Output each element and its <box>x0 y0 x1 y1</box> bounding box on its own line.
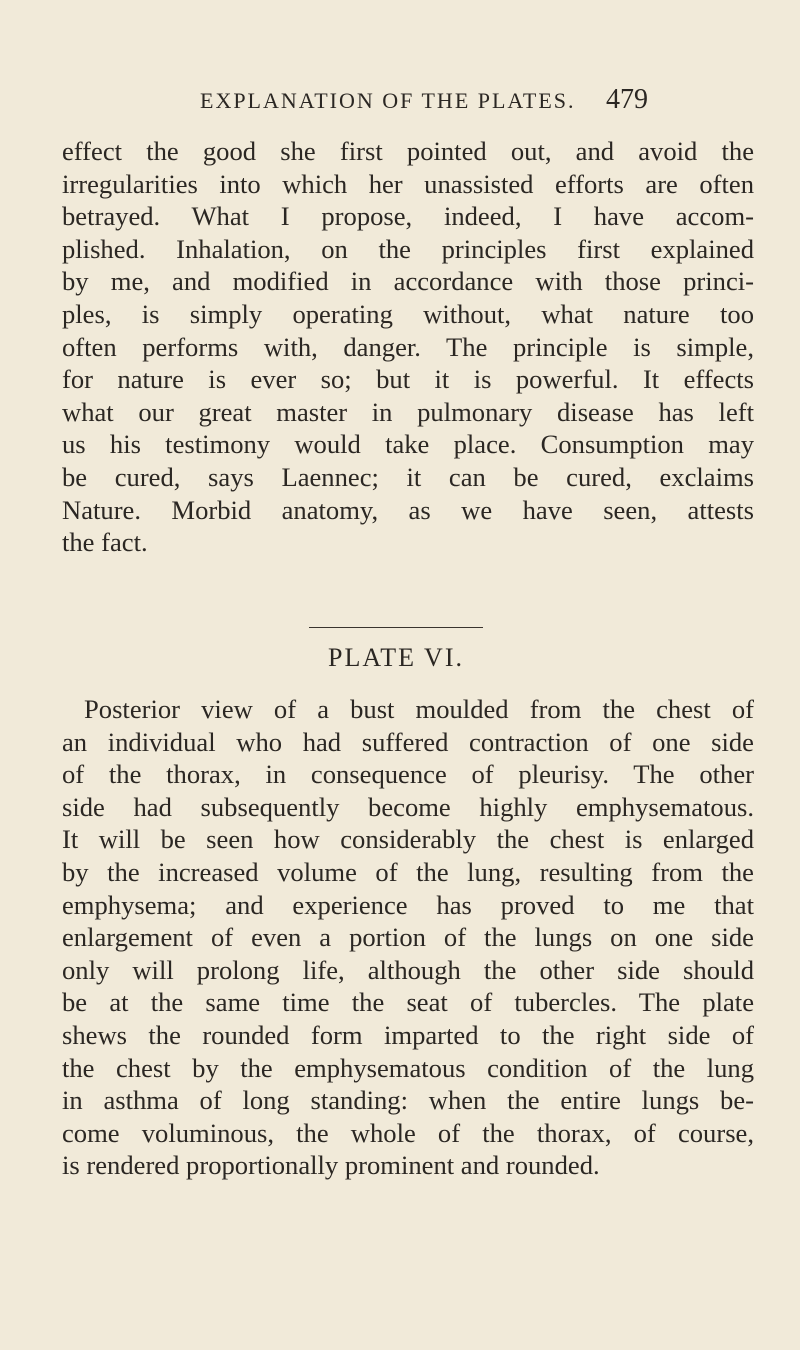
text-line: emphysema; and experience has proved to me that <box>62 889 754 920</box>
text-line: Nature. Morbid anatomy, as we have seen, attests <box>62 494 754 525</box>
text-line: only will prolong life, although the other side should <box>62 954 754 985</box>
running-head <box>0 82 800 122</box>
text-line: by the increased volume of the lung, resulting from the <box>62 856 754 887</box>
paragraph-2 <box>62 693 754 1182</box>
text-line: the chest by the emphysematous condition of the lung <box>62 1052 754 1083</box>
text-line: effect the good she first pointed out, and avoid the <box>62 136 754 166</box>
running-title: EXPLANATION OF THE PLATES. <box>200 88 576 113</box>
text-line: for nature is ever so; but it is powerful. It effects <box>62 364 754 395</box>
text-line: ples, is simply operating without, what nature too <box>62 298 754 329</box>
text-line: shews the rounded form imparted to the right side of <box>62 1019 754 1050</box>
text-line: by me, and modified in accordance with those princi- <box>62 266 754 297</box>
text-line: side had subsequently become highly emphysematous. <box>62 791 754 822</box>
text-line: of the thorax, in consequence of pleurisy. The other <box>62 759 754 790</box>
plate-heading <box>0 643 800 673</box>
plate-heading-text: PLATE VI. <box>328 643 464 672</box>
text-line: be cured, says Laennec; it can be cured, exclaims <box>62 461 754 492</box>
text-line: an individual who had suffered contraction of one side <box>62 726 754 757</box>
text-line: in asthma of long standing: when the entire lungs be- <box>62 1085 754 1116</box>
text-line: is rendered proportionally prominent and rounded. <box>62 1150 600 1181</box>
text-line: often performs with, danger. The principle is simple, <box>62 331 754 362</box>
text-line: be at the same time the seat of tubercles. The plate <box>62 987 754 1018</box>
section-divider <box>309 627 483 628</box>
text-line: plished. Inhalation, on the principles first explained <box>62 233 754 264</box>
text-line: enlargement of even a portion of the lungs on one side <box>62 922 754 953</box>
page-number: 479 <box>606 84 648 115</box>
text-line: come voluminous, the whole of the thorax, of course, <box>62 1117 754 1148</box>
paragraph-1 <box>62 135 754 559</box>
text-line: the fact. <box>62 527 148 558</box>
text-line: us his testimony would take place. Consumption may <box>62 429 754 460</box>
text-line: what our great master in pulmonary disease has left <box>62 396 754 427</box>
text-line: It will be seen how considerably the chest is enlarged <box>62 824 754 855</box>
text-line: betrayed. What I propose, indeed, I have accom- <box>62 201 754 232</box>
text-line: Posterior view of a bust moulded from the chest of <box>84 694 754 724</box>
text-line: irregularities into which her unassisted efforts are often <box>62 168 754 199</box>
